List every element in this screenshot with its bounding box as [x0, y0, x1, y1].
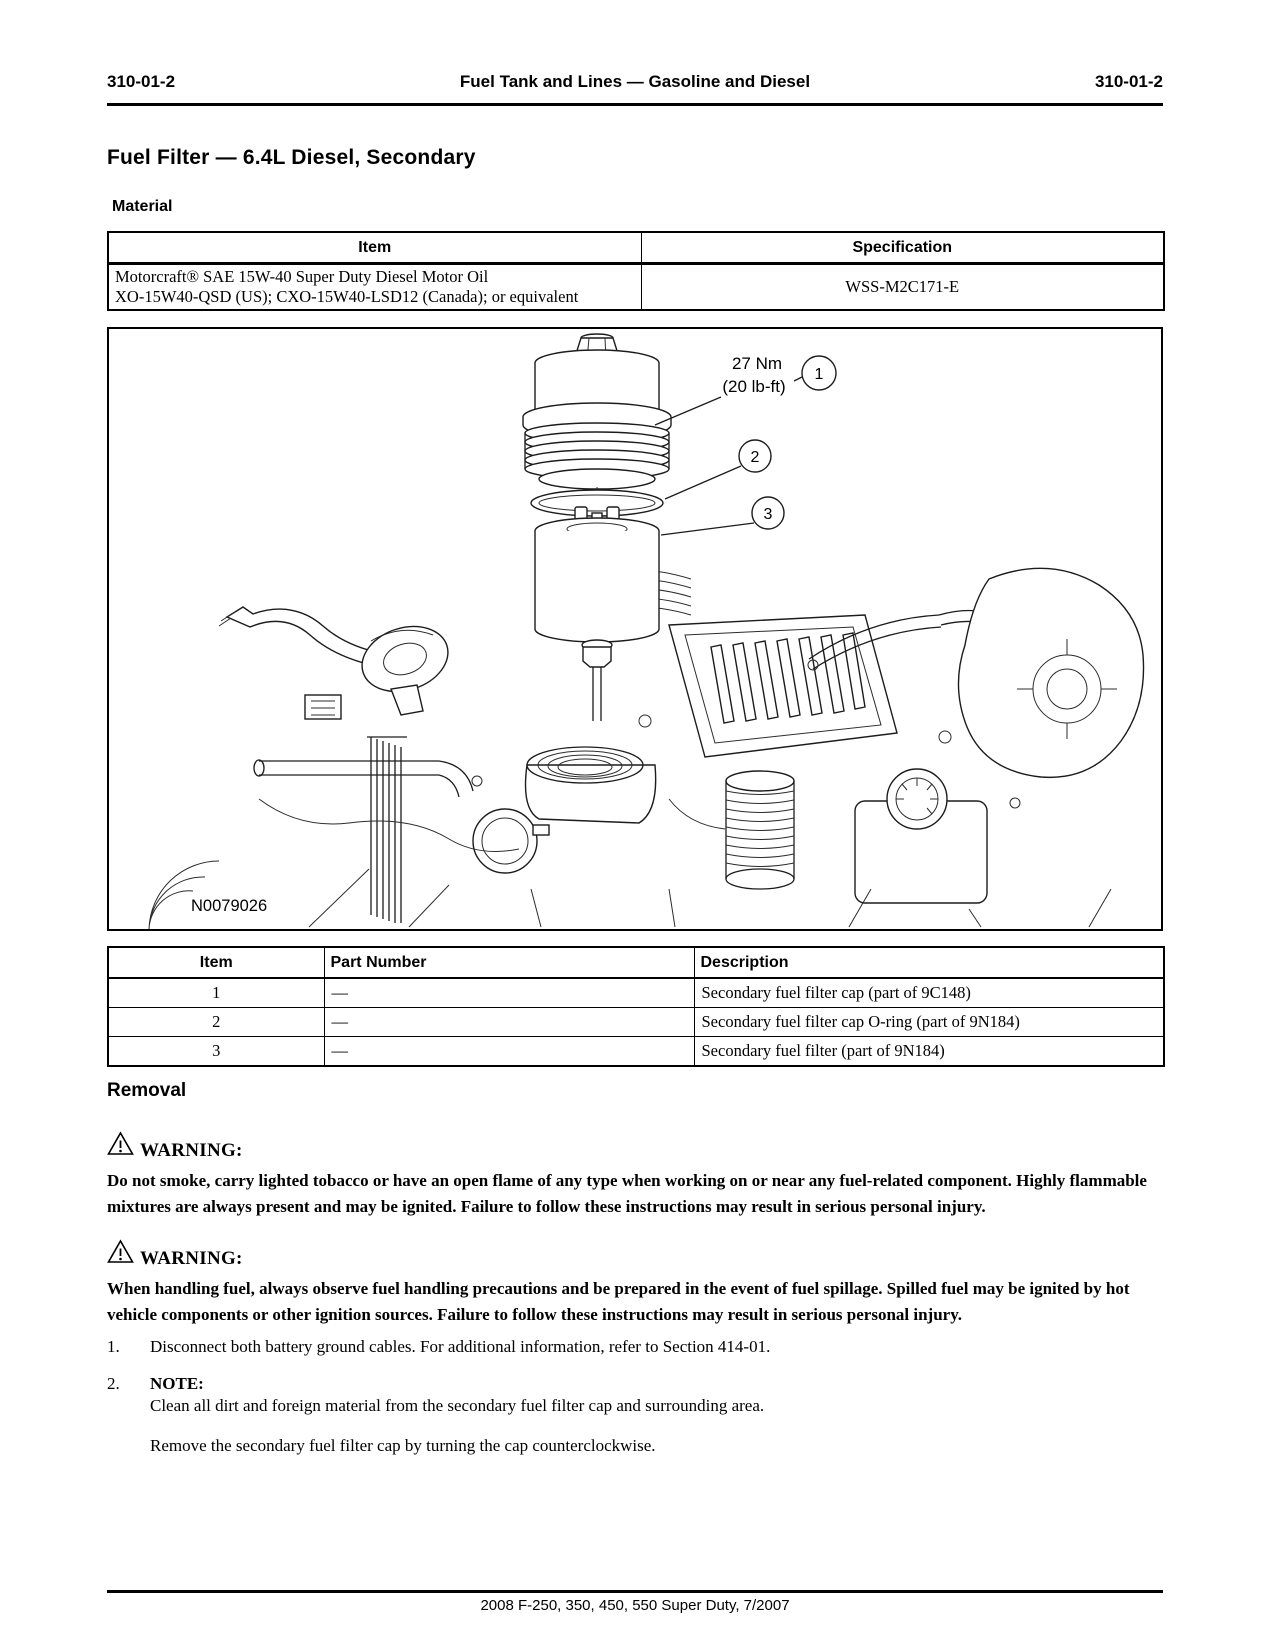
- step-text: Remove the secondary fuel filter cap by turning the cap counterclockwise.: [150, 1436, 656, 1455]
- step-number: 1.: [107, 1337, 120, 1356]
- warning-block: [107, 1126, 1165, 1220]
- callout-number-1: 1: [814, 366, 824, 383]
- warning-text: Do not smoke, carry lighted tobacco or have an open flame of any type when working on or near any fuel-related component. Highly flammable mixtures are always present and may be ignited. Failure to follow these instructions may result in serious personal injury.: [107, 1171, 1147, 1216]
- table-row: [108, 978, 1164, 1008]
- header-chapter-title: Fuel Tank and Lines — Gasoline and Diesel: [459, 72, 811, 91]
- figure-callouts: [655, 354, 836, 535]
- parts-col-item: Item: [108, 947, 324, 978]
- note-label: NOTE:: [150, 1374, 204, 1393]
- filter-cap-drawing: [523, 334, 671, 489]
- note-text: Clean all dirt and foreign material from the secondary fuel filter cap and surrounding area.: [150, 1396, 765, 1415]
- o-ring-drawing: [531, 490, 663, 516]
- part-description: Secondary fuel filter cap (part of 9C148): [694, 978, 1164, 1008]
- table-row: [108, 1037, 1164, 1067]
- parts-table: [107, 946, 1165, 1067]
- part-item: 1: [108, 978, 324, 1008]
- warning-label: WARNING:: [140, 1248, 243, 1269]
- figure-box: [107, 327, 1163, 931]
- material-item-cell: [108, 264, 641, 311]
- figure-id-label: N0079026: [191, 897, 268, 915]
- material-col-spec: Specification: [641, 232, 1164, 264]
- table-row: [108, 1008, 1164, 1037]
- page-title: Fuel Filter — 6.4L Diesel, Secondary: [107, 146, 476, 169]
- material-spec-cell: WSS-M2C171-E: [641, 264, 1164, 311]
- step-number: 2.: [107, 1374, 120, 1393]
- material-section-label: Material: [112, 198, 173, 215]
- material-item-line1: Motorcraft® SAE 15W-40 Super Duty Diesel Motor Oil: [115, 267, 489, 286]
- header-rule: [107, 103, 1163, 106]
- filter-element-drawing: [535, 507, 659, 721]
- torque-label-line1: 27 Nm: [731, 354, 783, 373]
- torque-label-line2: (20 lb-ft): [722, 377, 786, 396]
- part-item: 2: [108, 1008, 324, 1037]
- header-section-number-left: 310-01-2: [107, 72, 176, 91]
- part-item: 3: [108, 1037, 324, 1067]
- table-row: [108, 264, 1164, 311]
- material-item-line2: XO-15W40-QSD (US); CXO-15W40-LSD12 (Canada); or equivalent: [115, 287, 579, 306]
- warning-triangle-icon: [107, 1131, 134, 1162]
- warning-text: When handling fuel, always observe fuel handling precautions and be prepared in the event of fuel spillage. Spilled fuel may be ignited by hot vehicle components or other ignition sources. Failure to follow these instructions may result in serious personal injury.: [107, 1279, 1130, 1324]
- step-text: Disconnect both battery ground cables. For additional information, refer to Section 414-01.: [150, 1337, 771, 1356]
- warning-triangle-icon: [107, 1239, 134, 1270]
- callout-number-2: 2: [750, 449, 760, 466]
- part-description: Secondary fuel filter cap O-ring (part of 9N184): [694, 1008, 1164, 1037]
- footer-text: 2008 F-250, 350, 450, 550 Super Duty, 7/2007: [480, 1597, 790, 1614]
- parts-col-part-number: Part Number: [324, 947, 694, 978]
- warning-label: WARNING:: [140, 1140, 243, 1161]
- header-section-number-right: 310-01-2: [1094, 72, 1163, 91]
- removal-heading: Removal: [107, 1080, 187, 1101]
- part-number: —: [324, 978, 694, 1008]
- part-number: —: [324, 1037, 694, 1067]
- parts-col-description: Description: [694, 947, 1164, 978]
- part-number: —: [324, 1008, 694, 1037]
- part-description: Secondary fuel filter (part of 9N184): [694, 1037, 1164, 1067]
- callout-number-3: 3: [763, 506, 773, 523]
- material-table: [107, 231, 1165, 311]
- material-col-item: Item: [108, 232, 641, 264]
- footer-rule: [107, 1590, 1163, 1593]
- warning-block: [107, 1234, 1165, 1328]
- engine-diagram: [109, 329, 1161, 929]
